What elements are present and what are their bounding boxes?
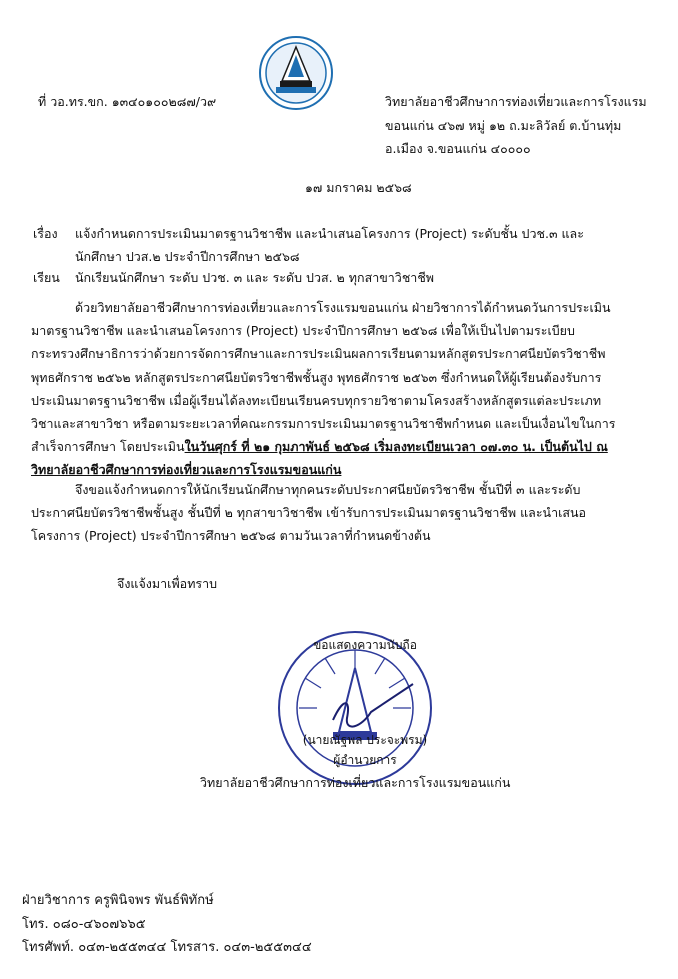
closing-text: จึงแจ้งมาเพื่อทราบ [117, 576, 218, 591]
footer-phone: โทร. ๐๘๐-๔๖๐๗๖๖๕ [22, 917, 146, 932]
body-paragraph-1 [31, 296, 623, 482]
subject-line-2: นักศึกษา ปวส.๒ ประจำปีการศึกษา ๒๕๖๘ [75, 249, 300, 264]
signatory-name: (นายณัฐพล ประจะพรม) [302, 733, 428, 747]
footer-department: ฝ่ายวิชาการ ครูพินิจพร พันธ์พิทักษ์ [22, 893, 214, 908]
document-number: ที่ วอ.ทร.ขก. ๑๓๔๐๑๐๐๒๘๗/ว๙ [38, 94, 217, 109]
signatory-position: ผู้อำนวยการ [333, 753, 397, 767]
letter-date: ๑๗ มกราคม ๒๕๖๘ [305, 180, 412, 195]
body-paragraph-2-text: จึงขอแจ้งกำหนดการให้นักเรียนนักศึกษาทุกคนระดับประกาศนียบัตรวิชาชีพ ชั้นปีที่ ๓ และระดับประกาศนียบัตรวิชาชีพชั้นสูง ชั้นปีที่ ๒ ทุกสาขาวิชาชีพ เข้ารับการประเมินมาตรฐานวิชาชีพ และนำเสนอโครงการ (Project) ประจำปีการศึกษา ๒๕๖๘ ตามวันเวลาที่กำหนดข้างต้น [31, 482, 587, 544]
subject-label: เรื่อง [33, 226, 58, 241]
address-line-3: อ.เมือง จ.ขอนแก่น ๔๐๐๐๐ [385, 141, 531, 156]
body-paragraph-1-text: ด้วยวิทยาลัยอาชีวศึกษาการท่องเที่ยวและการโรงแรมขอนแก่น ฝ่ายวิชาการได้กำหนดวันการประเมินมาตรฐานวิชาชีพ และนำเสนอโครงการ (Project) ประจำปีการศึกษา ๒๕๖๘ เพื่อให้เป็นไปตามระเบียบกระทรวงศึกษาธิการว่าด้วยการจัดการศึกษาและการประเมินผลการเรียนตามหลักสูตรประกาศนียบัตรวิชาชีพ พุทธศักราช ๒๕๖๒ หลักสูตรประกาศนียบัตรวิชาชีพชั้นสูง พุทธศักราช ๒๕๖๓ ซึ่งกำหนดให้ผู้เรียนต้องรับการประเมินมาตรฐานวิชาชีพ เมื่อผู้เรียนได้ลงทะเบียนเรียนครบทุกรายวิชาตามโครงสร้างหลักสูตรแต่ละประเภทวิชาและสาขาวิชา หรือตามระยะเวลาที่คณะกรรมการประเมินมาตรฐานวิชาชีพกำหนด และเป็นเงื่อนไขในการสำเร็จการศึกษา โดยประเมิน [31, 300, 616, 455]
assessment-date-emphasis: ในวันศุกร์ ที่ ๒๑ กุมภาพันธ์ ๒๕๖๘ เริ่มลงทะเบียนเวลา ๐๗.๓๐ น. เป็นต้นไป ณ วิทยาลัยอาชีวศึกษาการท่องเที่ยวและการโรงแรมขอนแก่น [31, 439, 608, 478]
footer-tel-fax: โทรศัพท์. ๐๔๓-๒๕๕๓๔๔ โทรสาร. ๐๔๓-๒๕๕๓๔๔ [22, 940, 312, 955]
subject-line-1: แจ้งกำหนดการประเมินมาตรฐานวิชาชีพ และนำเสนอโครงการ (Project) ระดับชั้น ปวช.๓ และ [75, 226, 584, 241]
address-line-2: ขอนแก่น ๔๖๗ หมู่ ๑๒ ถ.มะลิวัลย์ ต.บ้านทุ่ม [385, 118, 622, 133]
body-paragraph-2 [31, 478, 623, 548]
address-line-1: วิทยาลัยอาชีวศึกษาการท่องเที่ยวและการโรงแรม [385, 94, 647, 109]
signature-regards: ขอแสดงความนับถือ [313, 638, 417, 652]
college-emblem-icon [258, 35, 334, 111]
recipient-label: เรียน [33, 270, 60, 285]
signatory-institution: วิทยาลัยอาชีวศึกษาการท่องเที่ยวและการโรงแรมขอนแก่น [200, 775, 511, 790]
recipient-text: นักเรียนนักศึกษา ระดับ ปวช. ๓ และ ระดับ ปวส. ๒ ทุกสาขาวิชาชีพ [75, 270, 435, 285]
